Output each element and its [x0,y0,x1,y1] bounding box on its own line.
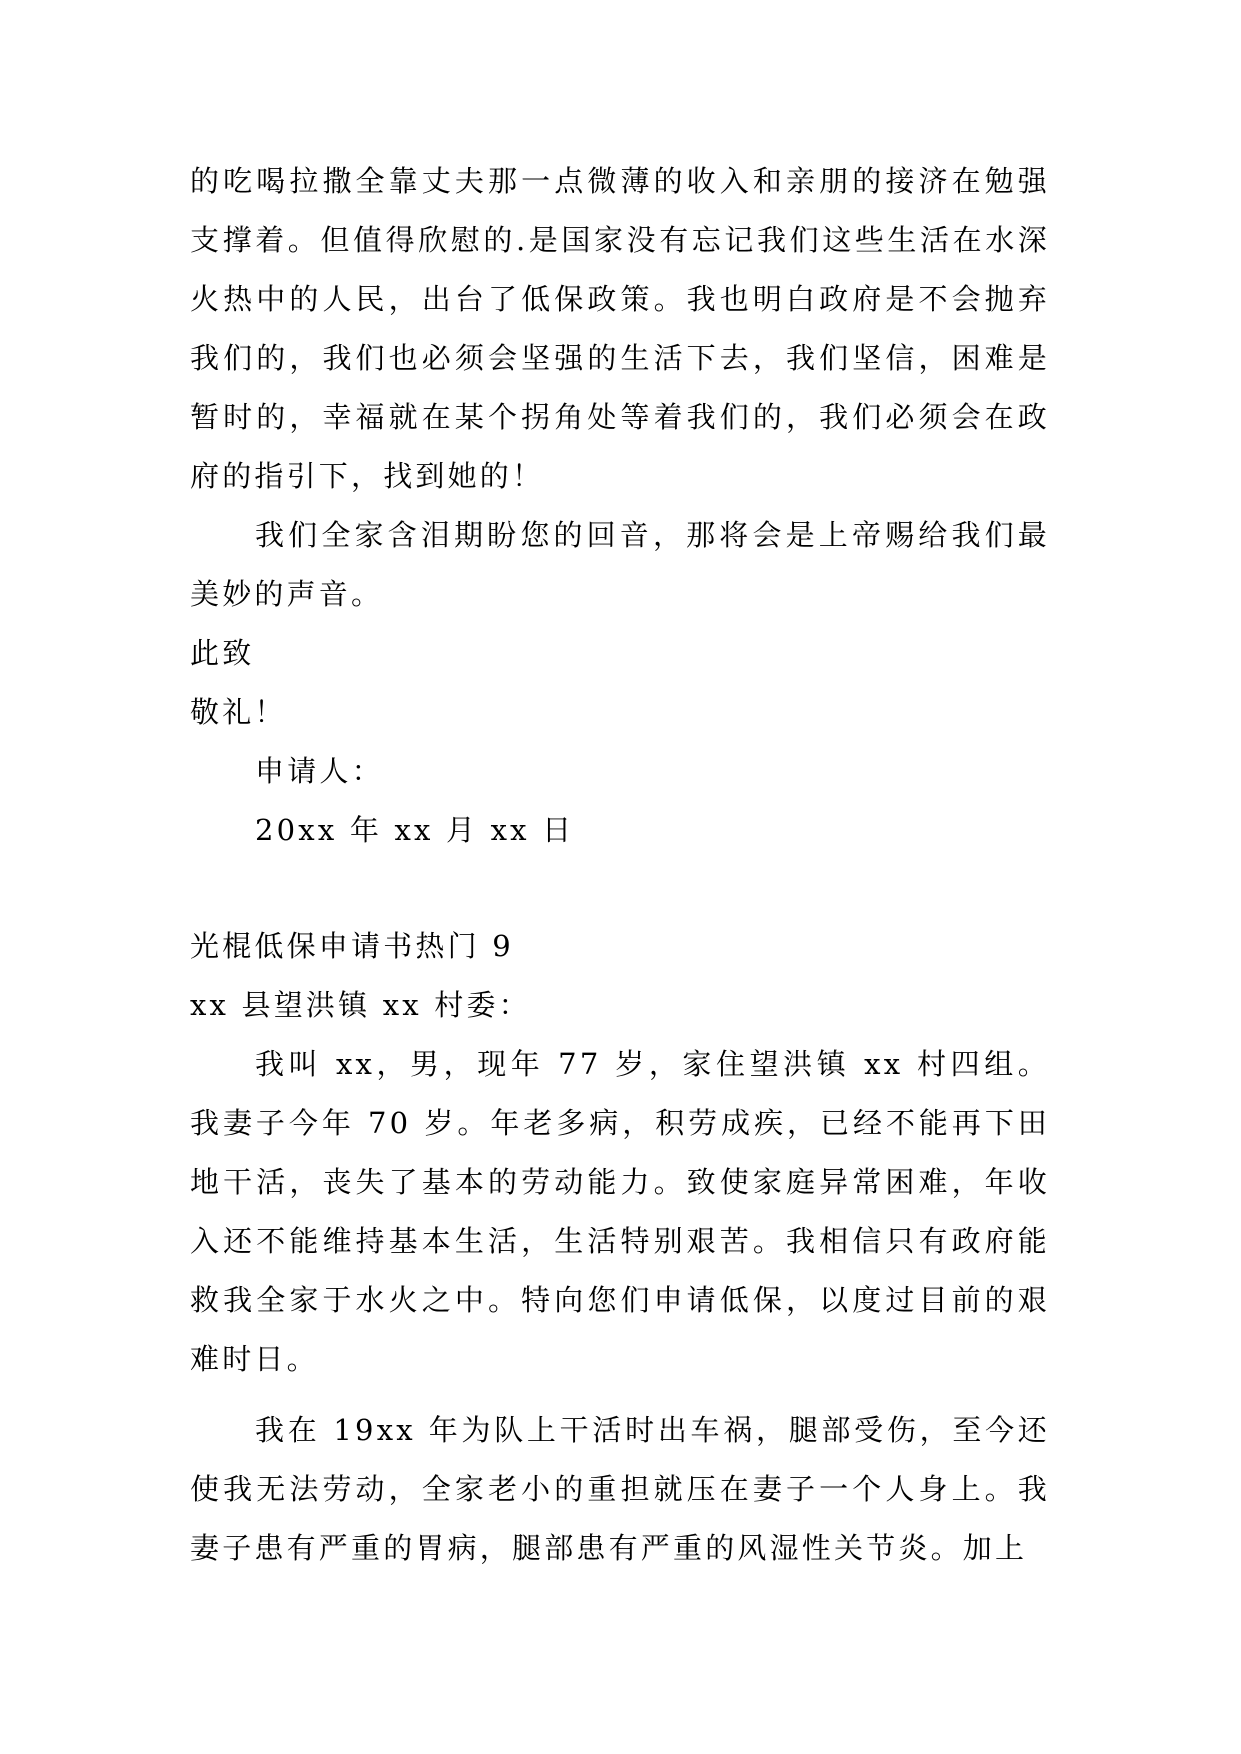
salutation-line-2: 敬礼！ [190,695,287,729]
addressee-line: xx 县望洪镇 xx 村委： [190,988,531,1022]
section-title: 光棍低保申请书热门 9 [190,929,514,963]
closing-paragraph: 我们全家含泪期盼您的回音，那将会是上帝赐给我们最美妙的声音。 [190,518,1050,611]
document-page [190,152,1050,1578]
body-paragraph-2: 我在 19xx 年为队上干活时出车祸，腿部受伤，至今还使我无法劳动，全家老小的重担就压在妻子一个人身上。我妻子患有严重的胃病，腿部患有严重的风湿性关节炎。加上 [190,1413,1050,1565]
body-paragraph-1: 我叫 xx，男，现年 77 岁，家住望洪镇 xx 村四组。我妻子今年 70 岁。年老多病，积劳成疾，已经不能再下田地干活，丧失了基本的劳动能力。致使家庭异常困难，年收入还不能维持基本生活，生活特别艰苦。我相信只有政府能救我全家于水火之中。特向您们申请低保，以度过目前的艰难时日。 [190,1047,1050,1376]
applicant-label: 申请人： [255,754,384,788]
date-line: 20xx 年 xx 月 xx 日 [255,813,575,847]
continuation-paragraph: 的吃喝拉撒全靠丈夫那一点微薄的收入和亲朋的接济在勉强支撑着。但值得欣慰的.是国家没有忘记我们这些生活在水深火热中的人民，出台了低保政策。我也明白政府是不会抛弃我们的，我们也必须会坚强的生活下去，我们坚信，困难是暂时的，幸福就在某个拐角处等着我们的，我们必须会在政府的指引下，找到她的！ [190,164,1050,493]
salutation-line-1: 此致 [190,636,255,670]
